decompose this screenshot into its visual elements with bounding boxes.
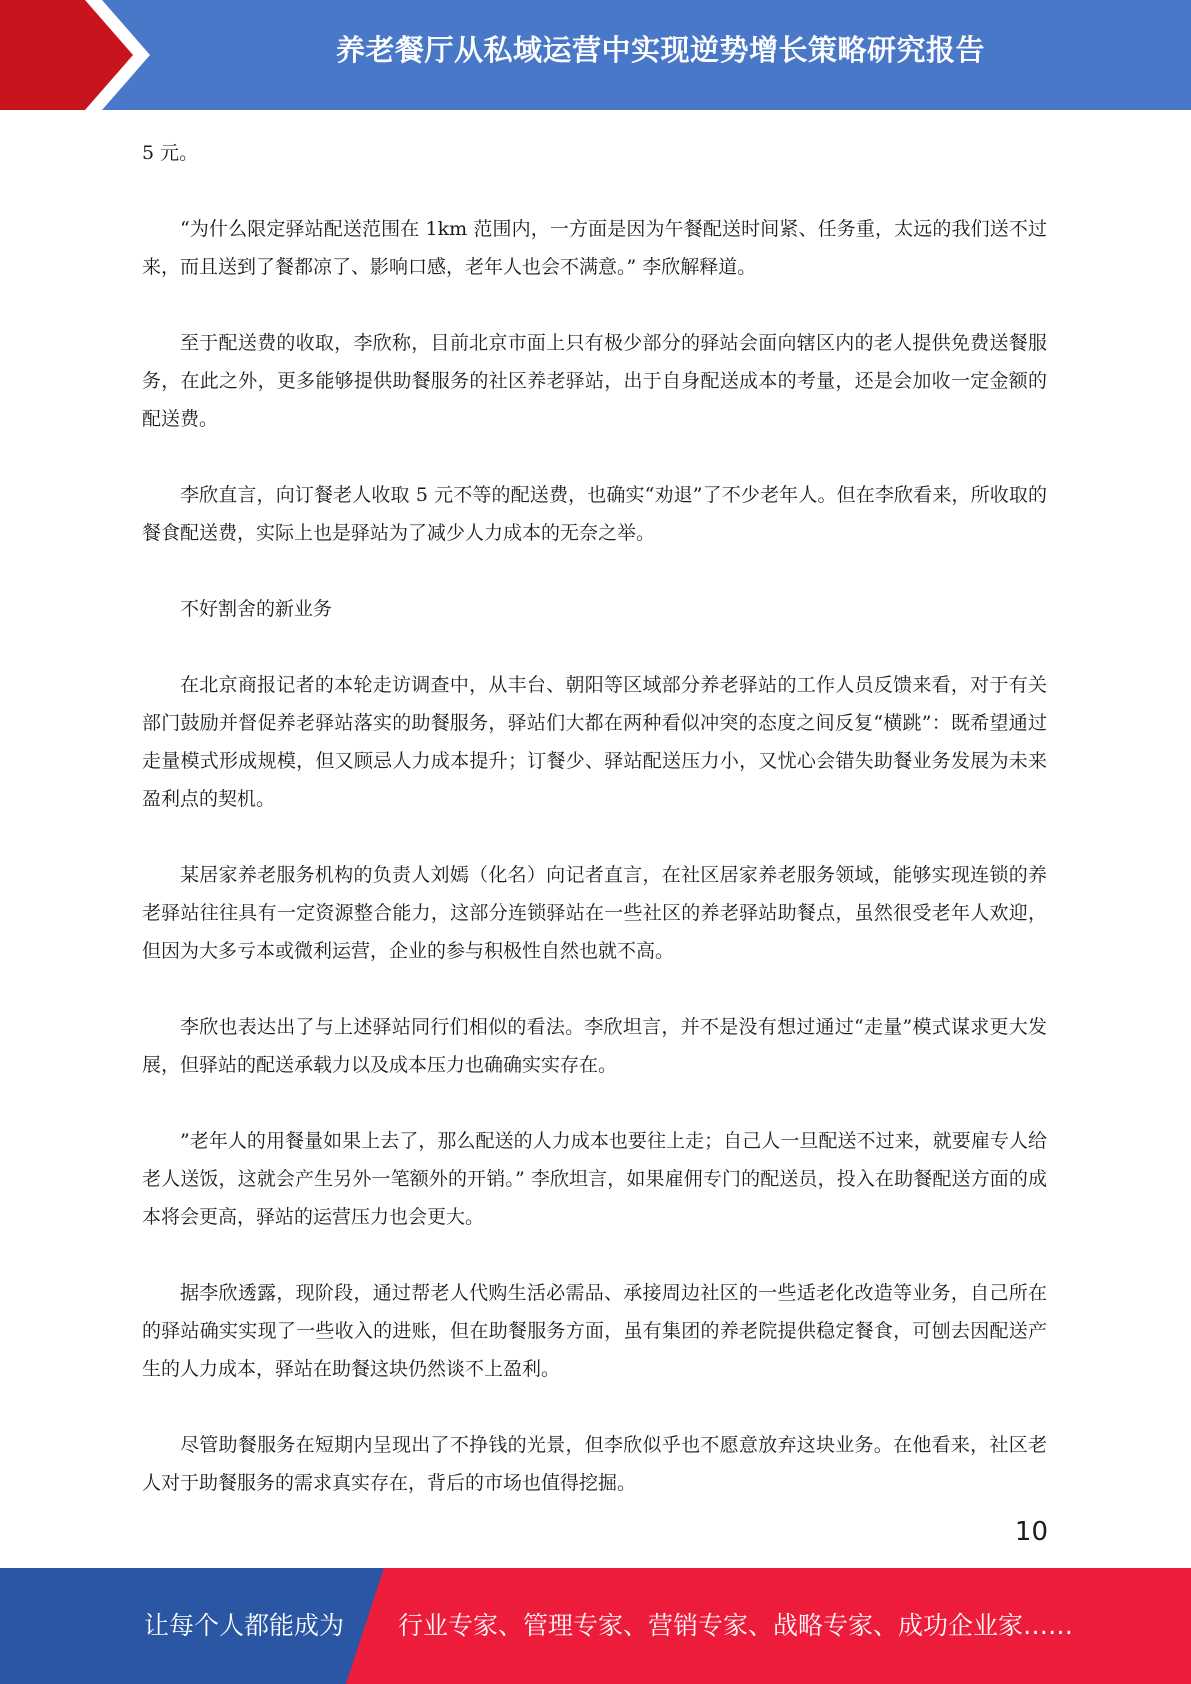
- paragraph: 至于配送费的收取，李欣称，目前北京市面上只有极少部分的驿站会面向辖区内的老人提供免费送餐服务，在此之外，更多能够提供助餐服务的社区养老驿站，出于自身配送成本的考量，还是会加收一定金额的配送费。: [142, 332, 1047, 430]
- article-body: [142, 134, 1047, 1540]
- footer-slogan-left: 让每个人都能成为: [144, 1611, 345, 1640]
- section-heading: 不好割舍的新业务: [180, 598, 333, 620]
- footer-slogan-right: 行业专家、管理专家、营销专家、战略专家、成功企业家……: [398, 1611, 1074, 1640]
- document-title: 养老餐厅从私域运营中实现逆势增长策略研究报告: [335, 33, 985, 67]
- page-number: 10: [1014, 1517, 1048, 1547]
- page-footer-banner: [0, 1568, 1191, 1684]
- paragraph: ”老年人的用餐量如果上去了，那么配送的人力成本也要往上走；自己人一旦配送不过来，就要雇专人给老人送饭，这就会产生另外一笔额外的开销。” 李欣坦言，如果雇佣专门的配送员，投入在助餐配送方面的成本将会更高，驿站的运营压力也会更大。: [142, 1130, 1047, 1228]
- paragraph: 某居家养老服务机构的负责人刘嫣（化名）向记者直言，在社区居家养老服务领域，能够实现连锁的养老驿站往往具有一定资源整合能力，这部分连锁驿站在一些社区的养老驿站助餐点，虽然很受老年人欢迎，但因为大多亏本或微利运营，企业的参与积极性自然也就不高。: [142, 864, 1047, 962]
- paragraph: 尽管助餐服务在短期内呈现出了不挣钱的光景，但李欣似乎也不愿意放弃这块业务。在他看来，社区老人对于助餐服务的需求真实存在，背后的市场也值得挖掘。: [142, 1434, 1047, 1494]
- paragraph: 李欣直言，向订餐老人收取 5 元不等的配送费，也确实“劝退”了不少老年人。但在李欣看来，所收取的餐食配送费，实际上也是驿站为了减少人力成本的无奈之举。: [142, 484, 1047, 544]
- paragraph: 李欣也表达出了与上述驿站同行们相似的看法。李欣坦言，并不是没有想过通过“走量”模式谋求更大发展，但驿站的配送承载力以及成本压力也确确实实存在。: [142, 1016, 1047, 1076]
- page-header-banner: [0, 0, 1191, 110]
- paragraph: “为什么限定驿站配送范围在 1km 范围内，一方面是因为午餐配送时间紧、任务重，太远的我们送不过来，而且送到了餐都凉了、影响口感，老年人也会不满意。” 李欣解释道。: [142, 218, 1047, 278]
- paragraph: 5 元。: [142, 142, 199, 164]
- paragraph: 据李欣透露，现阶段，通过帮老人代购生活必需品、承接周边社区的一些适老化改造等业务，自己所在的驿站确实实现了一些收入的进账，但在助餐服务方面，虽有集团的养老院提供稳定餐食，可刨去因配送产生的人力成本，驿站在助餐这块仍然谈不上盈利。: [142, 1282, 1047, 1380]
- paragraph: 在北京商报记者的本轮走访调查中，从丰台、朝阳等区域部分养老驿站的工作人员反馈来看，对于有关部门鼓励并督促养老驿站落实的助餐服务，驿站们大都在两种看似冲突的态度之间反复“横跳”：既希望通过走量模式形成规模，但又顾忌人力成本提升；订餐少、驿站配送压力小，又忧心会错失助餐业务发展为未来盈利点的契机。: [142, 674, 1047, 810]
